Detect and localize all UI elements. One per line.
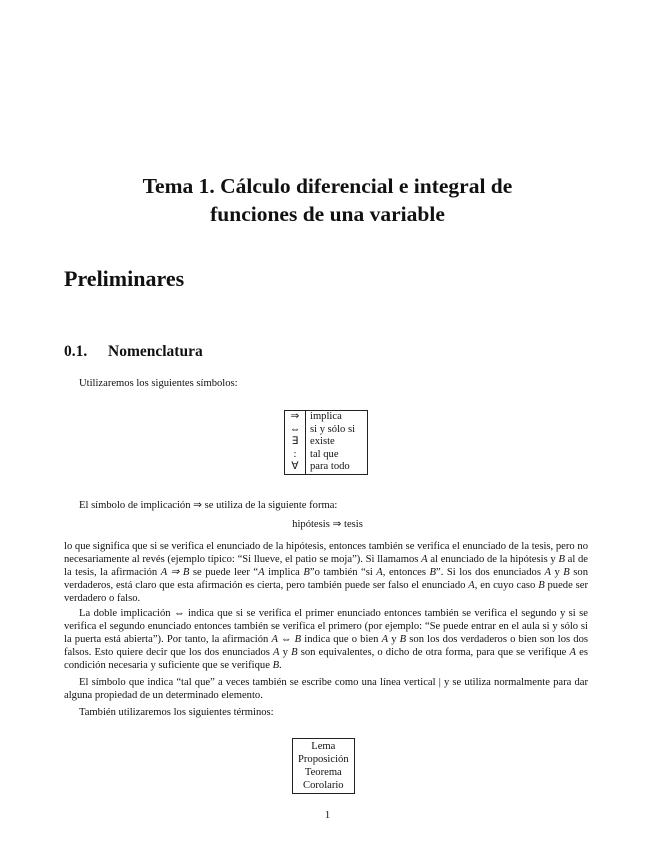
table-row [285,449,368,462]
meaning-cell: para todo [306,461,368,474]
list-item: Corolario [303,780,344,791]
table-row [285,461,368,474]
paragraph-such-that: El símbolo que indica “tal que” a veces también se escribe como una línea vertical | y se utiliza normalmente para dar alguna propiedad de un determinado elemento. [64,677,588,702]
document-title [60,172,595,228]
symbol-cell: ∃ [285,436,306,449]
table-row [285,411,368,424]
terms-intro: También utilizaremos los siguientes términos: [79,707,274,718]
symbols-table [284,410,368,475]
intro-paragraph: Utilizaremos los siguientes símbolos: [79,378,238,389]
implication-formula: hipótesis ⇒ tesis [292,519,363,530]
meaning-cell: si y sólo si [306,424,368,437]
section-heading [64,343,203,361]
meaning-cell: existe [306,436,368,449]
meaning-cell: implica [306,411,368,424]
chapter-heading: Preliminares [64,266,185,291]
symbol-cell: ⇒ [285,411,306,424]
table-row [285,424,368,437]
symbol-cell: ∀ [285,461,306,474]
table-row [285,436,368,449]
section-title: Nomenclatura [108,343,203,360]
paragraph-double-implication: La doble implicación ⇔ indica que si se verifica el primer enunciado entonces también se verifica el segundo y si se verifica el segundo enunciado entonces también se verifica el primero (por ejemplo: “Se puede entrar en el aula si y sólo si la puerta está abierta”). Por tanto, la afirmación A ⇔ B indica que o bien A y B son los dos verdaderos o bien son los dos falsos. Esto quiere decir que los dos enunciados A y B son equivalentes, o dicho de otra forma, para que se verifique A es condición necesaria y suficiente que se verifique B. [64,608,589,672]
section-number: 0.1. [64,343,88,360]
symbol-cell: : [285,449,306,462]
paragraph-implication: lo que significa que si se verifica el enunciado de la hipótesis, entonces también se verifica el enunciado de la tesis, pero no necesariamente al revés (ejemplo típico: “Si llueve, el patio se moja”). Si llamamos A al enunciado de la hipótesis y B al de la tesis, la afirmación A ⇒ B se puede leer “A implica B”o también “si A, entonces B”. Si los dos enunciados A y B son verdaderos, está claro que esta afirmación es cierta, pero también puede ser falso el enunciado A, en cuyo caso B puede ser verdadero o falso. [64,541,589,605]
meaning-cell: tal que [306,449,368,462]
symbol-cell: ⇔ [285,424,306,437]
list-item: Proposición [298,754,349,765]
page-number: 1 [324,810,331,821]
list-item: Teorema [304,767,342,778]
title-line-2: funciones de una variable [210,202,445,226]
title-line-1: Tema 1. Cálculo diferencial e integral de [142,174,513,198]
implication-intro: El símbolo de implicación ⇒ se utiliza de la siguiente forma: [79,500,338,511]
list-item: Lema [311,741,336,752]
terms-box [292,738,355,794]
